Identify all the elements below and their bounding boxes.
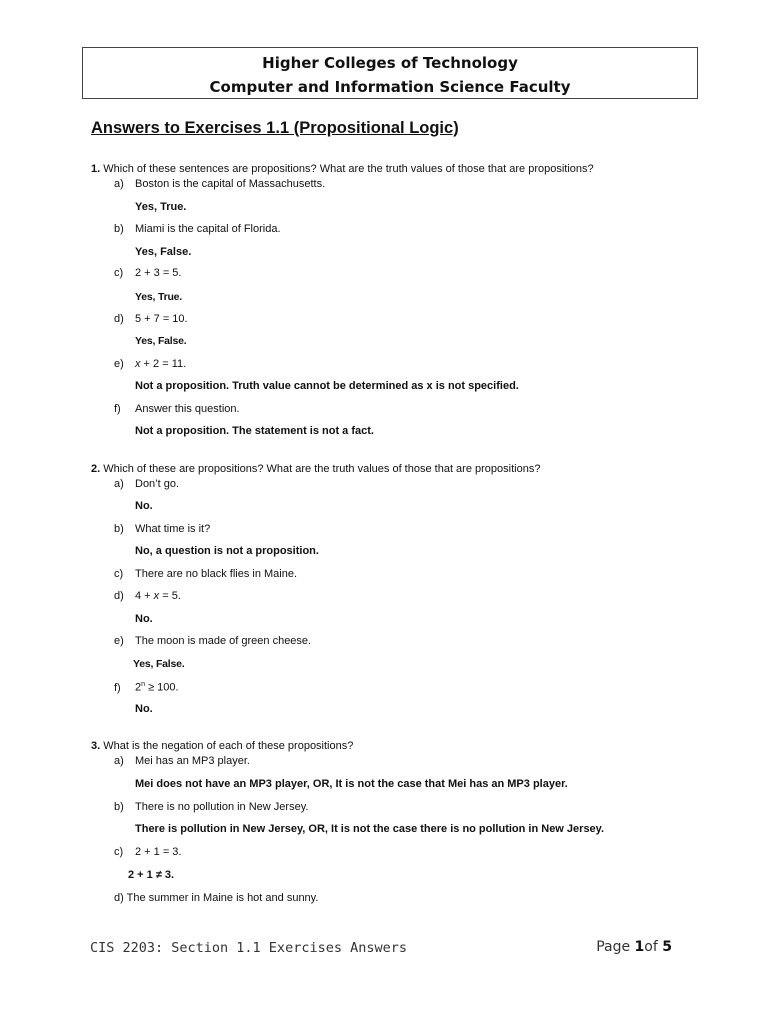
footer-page-number: [596, 939, 672, 955]
q3-item-d: [114, 892, 318, 904]
q2-answer-a: No.: [135, 500, 153, 512]
item-label: a): [114, 178, 124, 190]
q3-answer-b: There is pollution in New Jersey, OR, It is not the case there is no pollution in New Jersey.: [135, 823, 605, 835]
q1-item-c: [114, 267, 181, 279]
header-institution: Higher Colleges of Technology: [262, 54, 518, 72]
item-label: a): [114, 478, 124, 490]
item-label: b): [114, 523, 124, 535]
item-text-rest: = 5.: [159, 590, 181, 602]
of-word: of: [644, 939, 658, 955]
item-text: 2: [135, 681, 142, 694]
exponent-n: n: [141, 681, 146, 688]
item-label: f): [114, 681, 121, 694]
item-text: + 2 = 11.: [140, 358, 187, 370]
q2-item-f: [114, 681, 179, 694]
q1-answer-a: Yes, True.: [135, 201, 187, 213]
q3-item-b: [114, 801, 308, 813]
q1-answer-d: Yes, False.: [135, 335, 187, 347]
question-text: What is the negation of each of these propositions?: [103, 740, 354, 752]
item-label: d): [114, 892, 124, 904]
item-text: There are no black flies in Maine.: [135, 568, 298, 580]
item-text: There is no pollution in New Jersey.: [135, 801, 309, 813]
q2-answer-f: No.: [135, 703, 153, 715]
q3-answer-a: Mei does not have an MP3 player, OR, It is not the case that Mei has an MP3 player.: [135, 778, 568, 790]
page-word: Page: [596, 939, 631, 955]
item-label: e): [114, 635, 124, 647]
item-label: e): [114, 358, 124, 370]
variable-x: x: [153, 590, 160, 602]
q1-answer-e: Not a proposition. Truth value cannot be determined as x is not specified.: [135, 380, 519, 392]
item-text: 5 + 7 = 10.: [135, 313, 188, 325]
q3-item-c: [114, 846, 181, 858]
q3-answer-c: 2 + 1 ≠ 3.: [128, 869, 175, 881]
question-2: [91, 463, 540, 475]
q1-item-f: [114, 403, 240, 415]
q1-item-e: [114, 358, 186, 370]
current-page: 1: [634, 939, 645, 955]
q2-item-d: [114, 590, 181, 602]
q2-answer-d: No.: [135, 613, 153, 625]
item-text: 2 + 1 = 3.: [135, 846, 182, 858]
footer-course: CIS 2203: Section 1.1 Exercises Answers: [90, 940, 407, 956]
item-label: a): [114, 755, 124, 767]
item-label: c): [114, 568, 124, 580]
item-label: f): [114, 403, 121, 415]
q2-answer-b: No, a question is not a proposition.: [135, 545, 319, 557]
page-title: Answers to Exercises 1.1 (Propositional Logic): [91, 119, 459, 137]
item-text: The moon is made of green cheese.: [135, 635, 312, 647]
q2-answer-e: Yes, False.: [133, 658, 185, 670]
item-text: 2 + 3 = 5.: [135, 267, 182, 279]
q1-item-d: [114, 313, 188, 325]
total-pages: 5: [662, 939, 672, 955]
item-label: b): [114, 223, 124, 235]
item-label: c): [114, 846, 124, 858]
item-label: d): [114, 590, 124, 602]
question-1: [91, 163, 594, 175]
item-text: Mei has an MP3 player.: [135, 755, 250, 767]
item-text: 4 +: [135, 590, 154, 602]
item-label: c): [114, 267, 124, 279]
q3-item-a: [114, 755, 250, 767]
variable-x: x: [135, 358, 141, 370]
question-number: 2.: [91, 463, 101, 475]
q1-answer-c: Yes, True.: [135, 291, 183, 303]
q1-answer-b: Yes, False.: [135, 246, 192, 258]
question-text: Which of these are propositions? What are the truth values of those that are propositions?: [103, 463, 541, 475]
header-box: [82, 47, 698, 99]
q1-item-a: [114, 178, 325, 190]
q2-item-b: [114, 523, 210, 535]
header-faculty: Computer and Information Science Faculty: [209, 78, 571, 96]
question-number: 1.: [91, 163, 101, 175]
q2-item-e: [114, 635, 311, 647]
q2-item-a: [114, 478, 179, 490]
question-number: 3.: [91, 740, 101, 752]
q1-answer-f: Not a proposition. The statement is not a fact.: [135, 425, 374, 437]
item-text-rest: ≥ 100.: [145, 681, 179, 694]
q1-item-b: [114, 223, 281, 235]
item-text: Answer this question.: [135, 403, 240, 415]
question-text: Which of these sentences are propositions? What are the truth values of those that are propositions?: [103, 163, 594, 175]
item-text: Boston is the capital of Massachusetts.: [135, 178, 326, 190]
item-label: d): [114, 313, 124, 325]
item-text: What time is it?: [135, 523, 211, 535]
item-text: The summer in Maine is hot and sunny.: [126, 892, 319, 904]
question-3: [91, 740, 353, 752]
item-label: b): [114, 801, 124, 813]
item-text: Don’t go.: [135, 478, 180, 490]
q2-item-c: [114, 568, 297, 580]
item-text: Miami is the capital of Florida.: [135, 223, 281, 235]
